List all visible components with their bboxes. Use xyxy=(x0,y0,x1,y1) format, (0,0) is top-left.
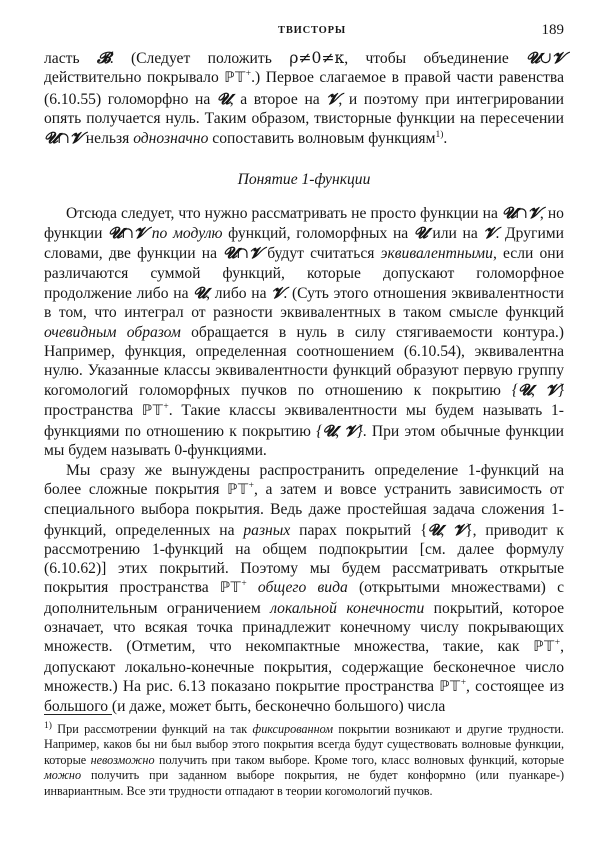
footnote-divider xyxy=(44,714,112,715)
main-text xyxy=(44,48,564,717)
footnote: $^{1)}$ При рассмотрении функций на так фиксированном покрытии возникают и другие трудности. Например, каков бы ни был выбор этого покрытия всегда будут существовать волновые функции, которые невозможно получить при таком выборе. Кроме того, класс волновых функций, которые можно получить при заданном выборе покрытия, не будет конформно (или пуанкаре-) инвариантным. Все эти трудности отпадают в теории когомологий пучков. xyxy=(44,720,564,798)
footnote-marker: 1) xyxy=(435,130,444,140)
footnote-number: 1) xyxy=(44,720,52,731)
paragraph-1-functions: Отсюда следует, что нужно рассматривать не просто функции на 𝓤∩𝓥, но функции 𝓤∩𝓥 по модулю функций, голоморфных на 𝓤 или на 𝓥. Другими словами, две функции на 𝓤∩𝓥 будут считаться эквивалентными, если они различаются суммой функций, которые допускают голоморфное продолжение либо на 𝓤, либо на 𝓥. (Суть этого отношения эквивалентности в том, что интеграл от разности эквивалентных в таком смысле функций очевидным образом обращается в нуль в силу стягиваемости контура.) Например, функция, определенная соотношением (6.10.54), эквивалентна нулю. Указанные классы эквивалентности функций образуют первую группу когомологий голоморфных пучков по отношению к покрытию {𝓤, 𝓥} пространства ℙ𝕋+. Такие классы эквивалентности мы будем называть 1-функциями по отношению к покрытию {𝓤, 𝓥}. При этом обычные функции мы будем называть 0-функциями. xyxy=(44,202,565,460)
paragraph-continuation: ласть 𝓑. (Следует положить ρ≠0≠κ, чтобы объединение 𝓤∪𝓥 действительно покрывало ℙ𝕋+.) Первое слагаемое в правой части равенства (6.10.55) голоморфно на 𝓤, а второе на 𝓥, и поэтому при интегрировании опять получается нуль. Таким образом, твисторные функции на пересечении 𝓤∩𝓥 нельзя однозначно сопоставить волновым функциям$^{1)}$. xyxy=(44,48,565,148)
section-title: Понятие 1-функции xyxy=(237,171,371,189)
paragraph-coverings: Мы сразу же вынуждены распространить определение 1-функций на более сложные покрытия ℙ𝕋+, а затем и вовсе устранить зависимость от специального выбора покрытия. Ведь даже простейшая задача сложения 1-функций, определенных на разных парах покрытий {𝓤, 𝓥}, приводит к рассмотрению 1-функций на общем подпокрытии [см. далее формулу (6.10.62)] этих покрытий. Поэтому мы будем рассматривать открытые покрытия пространства ℙ𝕋+ общего вида (открытыми множествами) с дополнительным ограничением локальной конечности покрытий, которое означает, что всякая точка принадлежит конечному числу покрывающих множеств. (Отметим, что некомпактные множества, такие, как ℙ𝕋+, допускают локально-конечные покрытия, содержащие бесконечное число множеств.) На рис. 6.13 показано покрытие пространства ℙ𝕋+, состоящее из большого (и даже, может быть, бесконечно большого) числа xyxy=(44,461,565,716)
symbol-b: 𝓑 xyxy=(96,48,110,67)
running-title: ТВИСТОРЫ xyxy=(278,25,346,36)
page-header xyxy=(60,22,564,42)
page-number: 189 xyxy=(541,22,564,38)
condition-formula: ρ≠0≠κ xyxy=(289,49,345,67)
